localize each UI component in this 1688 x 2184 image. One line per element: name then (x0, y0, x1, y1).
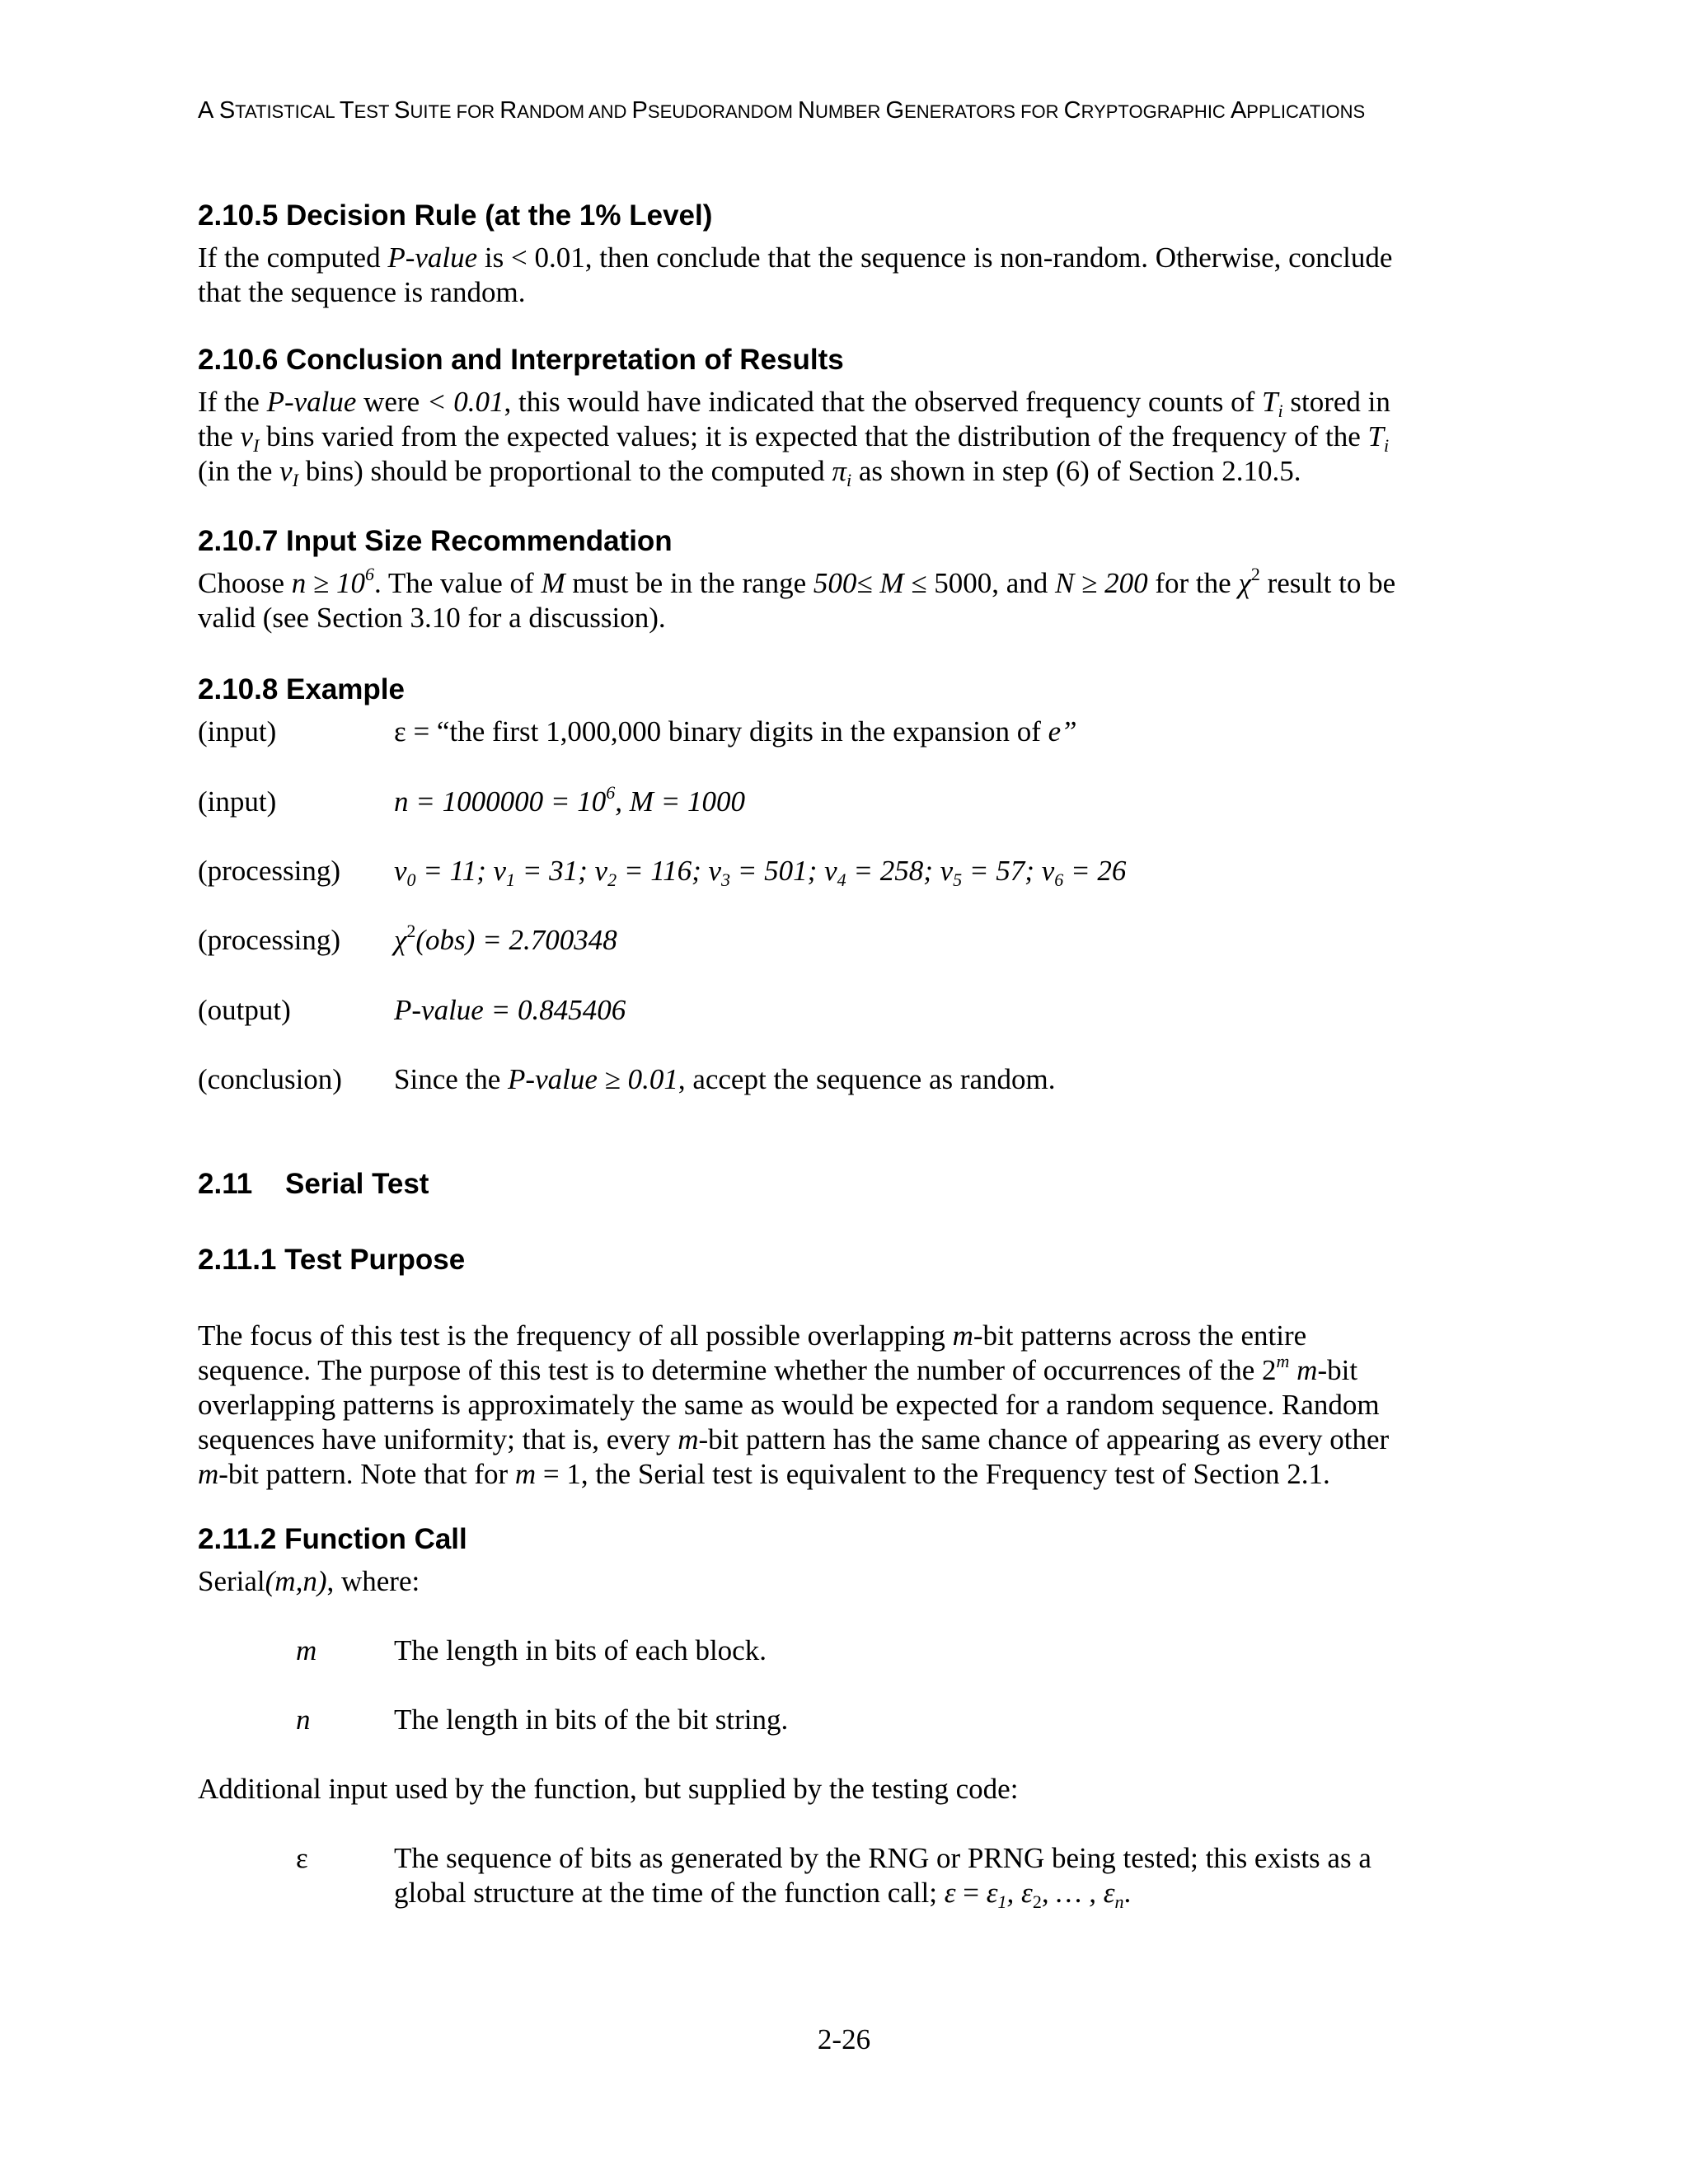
section-2-11-1-heading: 2.11.1 Test Purpose (198, 1244, 466, 1276)
example-row-content: $\nu_0 = 11$; $\nu_1 = 31$; $\nu_2 = 116$; $\nu_3 = 501$; $\nu_4 = 258$; $\nu_5 = 57$; $\nu_6 = 26$ (394, 855, 1127, 890)
section-2-11-2-heading: 2.11.2 Function Call (198, 1523, 467, 1555)
section-2-11-heading: 2.11 Serial Test (198, 1168, 429, 1200)
function-call-line: Serial(m,n), where: (198, 1565, 420, 1597)
example-row-label: (conclusion) (198, 1063, 342, 1095)
section-2-10-8-heading: 2.10.8 Example (198, 673, 405, 705)
parameter-symbol: m (296, 1634, 317, 1666)
section-2-10-6-paragraph: If the P-value were < 0.01, this would have indicated that the observed frequency counts of $T_i$ stored in the $\nu_I$ bins varied from the expected values; it is expected that the distribution of the frequency of the $T_i$ (in the $\nu_I$ bins) should be proportional to the computed $\pi_i$ as shown in step (6) of Section 2.10.5. (198, 386, 1390, 490)
section-2-10-7-heading: 2.10.7 Input Size Recommendation (198, 525, 673, 557)
example-row-label: (output) (198, 994, 291, 1026)
example-row-content: $\chi^2(obs) = 2.700348$ (394, 921, 617, 956)
parameter-symbol: n (296, 1704, 311, 1736)
section-2-10-6-heading: 2.10.6 Conclusion and Interpretation of Results (198, 344, 844, 376)
example-row-label: (processing) (198, 924, 341, 956)
example-row-content: Since the P-value ≥ 0.01, accept the sequence as random. (394, 1063, 1056, 1095)
parameter-description: The sequence of bits as generated by the RNG or PRNG being tested; this exists as a global structure at the time of the function call; $\varepsilon = \varepsilon_1$, $\varepsilon_2$, … , $\varepsilon_n$. (394, 1842, 1372, 1912)
section-2-11-1-paragraph: The focus of this test is the frequency of all possible overlapping m-bit patterns across the entire sequence. The purpose of this test is to determine whether the number of occurrences of the 2$^m$ m-bit overlapping patterns is approximately the same as would be expected for a random sequence. Random sequences have uniformity; that is, every m-bit pattern has the same chance of appearing as every other m-bit pattern. Note that for m = 1, the Serial test is equivalent to the Frequency test of Section 2.1. (198, 1319, 1390, 1490)
section-2-10-7-paragraph: Choose $n \ge 10^6$. The value of M must be in the range 500≤ M ≤ 5000, and N ≥ 200 for the $\chi^2$ result to be valid (see Section 3.10 for a discussion). (198, 564, 1396, 634)
section-2-10-5-heading: 2.10.5 Decision Rule (at the 1% Level) (198, 199, 713, 232)
example-row-content: $n = 1000000 = 10^6$, M = 1000 (394, 782, 746, 818)
example-row-content: ε = “the first 1,000,000 binary digits in the expansion of e” (394, 715, 1077, 748)
example-row-label: (input) (198, 785, 277, 818)
page-number: 2-26 (817, 2023, 871, 2055)
parameter-description: The length in bits of the bit string. (394, 1704, 789, 1736)
running-header: A STATISTICAL TEST SUITE FOR RANDOM AND PSEUDORANDOM NUMBER GENERATORS FOR CRYPTOGRAPHIC APPLICATIONS (198, 97, 1366, 124)
example-row-label: (input) (198, 715, 277, 748)
parameter-description: The length in bits of each block. (394, 1634, 767, 1666)
additional-input-line: Additional input used by the function, but supplied by the testing code: (198, 1773, 1019, 1805)
parameter-symbol: ε (296, 1842, 308, 1874)
example-row-content: P-value = 0.845406 (394, 994, 626, 1026)
example-row-label: (processing) (198, 855, 341, 887)
section-2-10-5-paragraph: If the computed P-value is < 0.01, then conclude that the sequence is non-random. Otherwise, conclude that the sequence is random. (198, 241, 1393, 308)
